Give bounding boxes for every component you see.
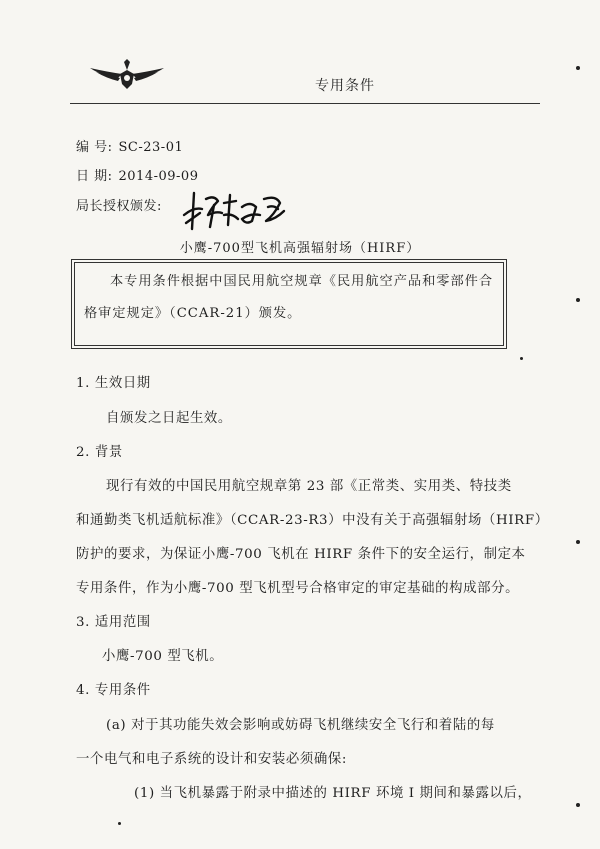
section-heading: 2. 背景 <box>76 445 123 460</box>
section-paragraph-line: 现行有效的中国民用航空规章第 23 部《正常类、实用类、特技类 <box>106 479 512 494</box>
number-value: SC-23-01 <box>118 140 184 155</box>
meta-authorization <box>76 195 162 214</box>
handwritten-signature <box>180 185 290 233</box>
document-title: 小鹰-700型飞机高强辐射场（HIRF） <box>179 241 421 256</box>
scan-speck <box>576 66 580 70</box>
scan-speck <box>520 357 523 360</box>
section-paragraph-line: 和通勤类飞机适航标准》（CCAR-23-R3）中没有关于高强辐射场（HIRF） <box>76 513 549 528</box>
scan-speck <box>118 822 121 825</box>
section-paragraph-line: (1) 当飞机暴露于附录中描述的 HIRF 环境 I 期间和暴露以后， <box>134 786 532 801</box>
section-heading: 1. 生效日期 <box>76 376 151 391</box>
notice-line: 格审定规定》（CCAR-21）颁发。 <box>84 306 302 321</box>
section-heading: 3. 适用范围 <box>76 615 151 630</box>
section-paragraph-line: 防护的要求，为保证小鹰-700 飞机在 HIRF 条件下的安全运行，制定本 <box>76 547 526 562</box>
date-value: 2014-09-09 <box>118 169 199 184</box>
caac-wings-logo-icon <box>88 58 166 92</box>
header-divider <box>70 103 540 104</box>
section-paragraph-line: (a) 对于其功能失效会影响或妨碍飞机继续安全飞行和着陆的每 <box>106 718 495 733</box>
section-paragraph-line: 小鹰-700 型飞机。 <box>102 649 224 664</box>
number-label: 编 号: <box>76 140 113 155</box>
section-heading: 4. 专用条件 <box>76 683 151 698</box>
scan-speck <box>576 298 580 302</box>
meta-date <box>76 165 198 184</box>
notice-line: 本专用条件根据中国民用航空规章《民用航空产品和零部件合 <box>110 274 494 289</box>
header-title: 专用条件 <box>315 78 375 94</box>
section-paragraph-line: 一个电气和电子系统的设计和安装必须确保: <box>76 752 347 767</box>
scan-speck <box>576 540 580 544</box>
authorization-label: 局长授权颁发: <box>76 199 162 214</box>
scan-speck <box>576 803 580 807</box>
section-paragraph-line: 专用条件，作为小鹰-700 型飞机型号合格审定的审定基础的构成部分。 <box>76 581 520 596</box>
date-label: 日 期: <box>76 169 113 184</box>
section-paragraph-line: 自颁发之日起生效。 <box>106 411 232 426</box>
meta-number <box>76 136 183 155</box>
